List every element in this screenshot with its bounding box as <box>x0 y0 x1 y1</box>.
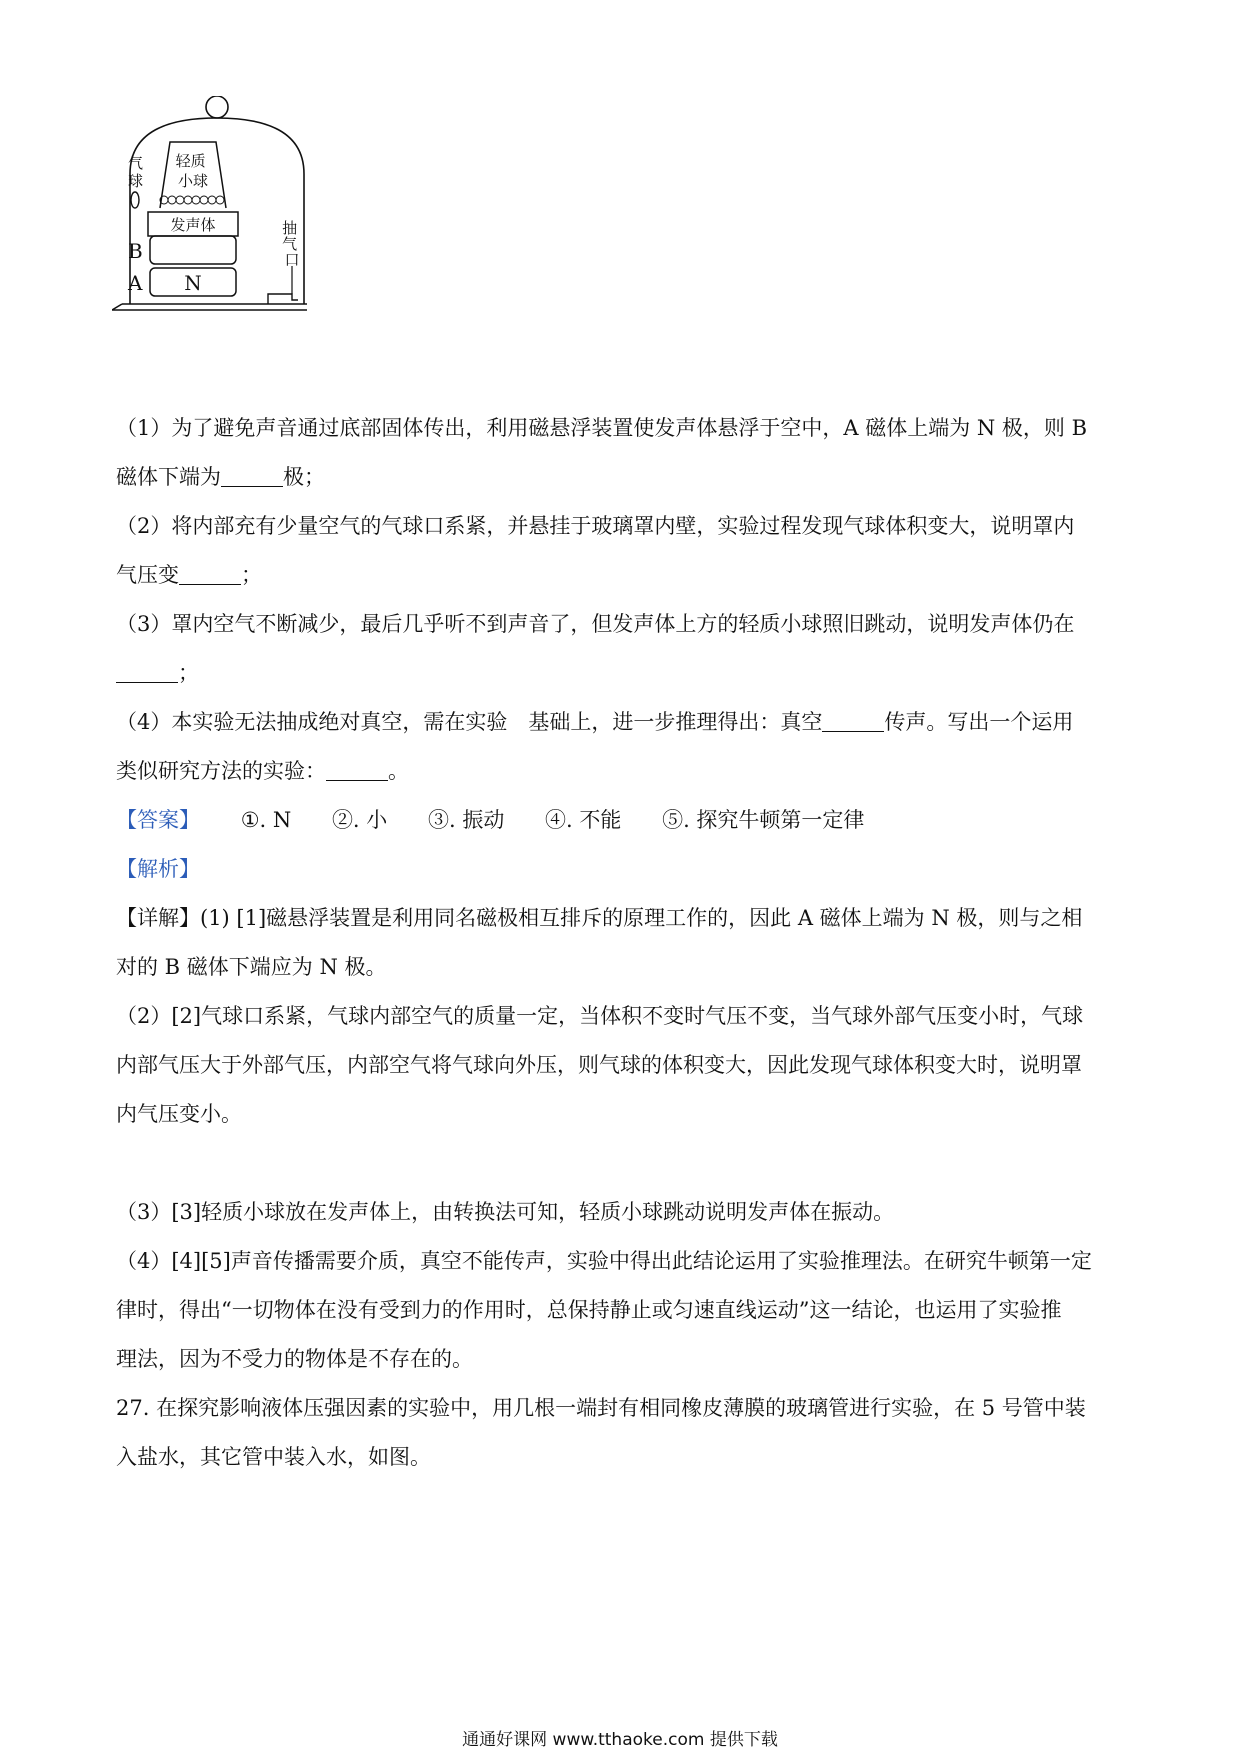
sound-body-label: 发声体 <box>170 216 216 234</box>
q1-line1: （1）为了避免声音通过底部固体传出，利用磁悬浮装置使发声体悬浮于空中，A 磁体上端为 N 极，则 B <box>116 416 1088 440</box>
answer-blank[interactable] <box>822 709 884 732</box>
q2-line2: 气压变 ； <box>116 563 262 587</box>
magnet-a-label: A <box>128 271 143 295</box>
q4-line2: 类似研究方法的实验： 。 <box>116 759 409 783</box>
page-footer: 通通好课网 www.tthaoke.com 提供下载 <box>462 1730 778 1750</box>
detail-p4-line1: （4）[4][5]声音传播需要介质，真空不能传声，实验中得出此结论运用了实验推理法。在研究牛顿第一定 <box>116 1249 1092 1273</box>
detail-p4-line2: 律时，得出“一切物体在没有受到力的作用时，总保持静止或匀速直线运动”这一结论，也运用了实验推 <box>116 1298 1062 1322</box>
answer-blank[interactable] <box>326 758 388 781</box>
q27-line1: 27. 在探究影响液体压强因素的实验中，用几根一端封有相同橡皮薄膜的玻璃管进行实验，在 5 号管中装 <box>116 1396 1086 1420</box>
detail-p1-line2: 对的 B 磁体下端应为 N 极。 <box>116 955 387 979</box>
answer-line <box>116 796 1126 845</box>
q1-line2: 磁体下端为 极； <box>116 465 325 489</box>
detail-p1-line1: 【详解】(1) [1]磁悬浮装置是利用同名磁极相互排斥的原理工作的，因此 A 磁体上端为 N 极，则与之相 <box>116 906 1083 930</box>
magnet-b-label: B <box>128 239 143 263</box>
q4-line1: （4）本实验无法抽成绝对真空，需在实验 基础上，进一步推理得出：真空 传声。写出一个运用 <box>116 710 1074 734</box>
q2-line1: （2）将内部充有少量空气的气球口系紧，并悬挂于玻璃罩内壁，实验过程发现气球体积变大，说明罩内 <box>116 514 1075 538</box>
answer-label: 【答案】 <box>116 808 200 832</box>
light-balls-label: 轻质 小球 <box>175 152 209 190</box>
vent-pipe <box>268 294 298 304</box>
light-balls <box>160 196 224 204</box>
vent-label: 抽 气 口 <box>282 219 300 269</box>
q3-line2: ； <box>116 649 1126 698</box>
balloon <box>131 192 139 208</box>
bell-jar-figure <box>112 96 352 356</box>
detail-p2-line3: 内气压变小。 <box>116 1102 242 1126</box>
detail-p2-line1: （2）[2]气球口系紧，气球内部空气的质量一定，当体积不变时气压不变，当气球外部气压变小时，气球 <box>116 1004 1084 1028</box>
analysis-label: 【解析】 <box>116 857 200 881</box>
balloon-label: 气 球 <box>128 154 144 190</box>
answer-item: ⑤. 探究牛顿第一定律 <box>662 808 865 832</box>
answer-blank[interactable] <box>116 660 178 683</box>
magnet-a-pole-label: N <box>184 271 202 295</box>
answer-blank[interactable] <box>179 562 241 585</box>
jar-knob <box>206 96 228 118</box>
detail-p4-line3: 理法，因为不受力的物体是不存在的。 <box>116 1347 473 1371</box>
magnet-b <box>150 236 236 264</box>
q27-line2: 入盐水，其它管中装入水，如图。 <box>116 1445 431 1469</box>
detail-p2-line2: 内部气压大于外部气压，内部空气将气球向外压，则气球的体积变大，因此发现气球体积变大时，说明罩 <box>116 1053 1082 1077</box>
q3-line1: （3）罩内空气不断减少，最后几乎听不到声音了，但发声体上方的轻质小球照旧跳动，说明发声体仍在 <box>116 612 1075 636</box>
answer-item: ②. 小 <box>331 808 388 832</box>
answer-item: ④. 不能 <box>545 808 622 832</box>
answer-blank[interactable] <box>221 464 283 487</box>
answer-item: ①. N <box>240 808 292 832</box>
answer-item: ③. 振动 <box>427 808 505 832</box>
detail-p3: （3）[3]轻质小球放在发声体上，由转换法可知，轻质小球跳动说明发声体在振动。 <box>116 1200 895 1224</box>
question-block <box>116 404 1126 1482</box>
